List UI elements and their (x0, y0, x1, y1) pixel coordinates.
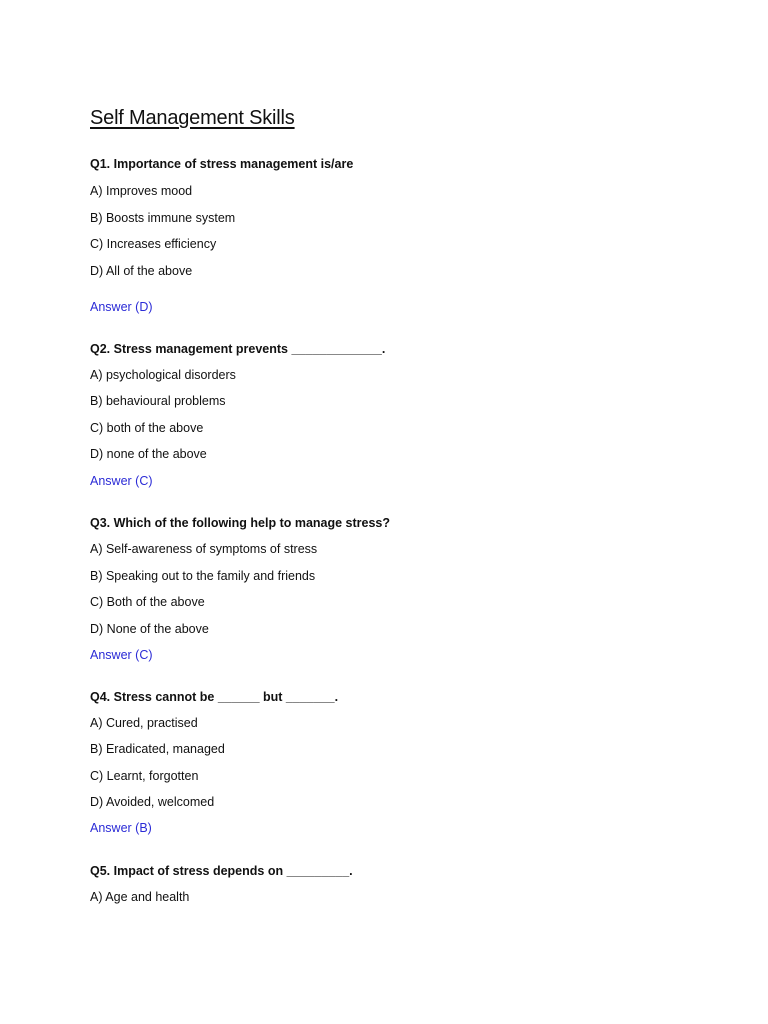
question-text: Q2. Stress management prevents _____________. (90, 342, 386, 356)
option-text: C) both of the above (90, 421, 204, 435)
option-text: B) behavioural problems (90, 394, 226, 408)
option-text: A) Age and health (90, 890, 190, 904)
answer-text: Answer (D) (90, 300, 153, 314)
option-text: C) Learnt, forgotten (90, 769, 199, 783)
answer-text: Answer (C) (90, 474, 153, 488)
question-text: Q3. Which of the following help to manage stress? (90, 516, 391, 530)
page-title: Self Management Skills (90, 107, 295, 129)
option-text: D) Avoided, welcomed (90, 795, 215, 809)
question-text: Q4. Stress cannot be ______ but _______. (90, 690, 339, 704)
option-text: B) Speaking out to the family and friends (90, 569, 316, 583)
option-text: D) None of the above (90, 622, 209, 636)
answer-text: Answer (C) (90, 648, 153, 662)
option-text: C) Both of the above (90, 595, 205, 609)
question-text: Q1. Importance of stress management is/are (90, 157, 354, 171)
option-text: A) Improves mood (90, 184, 193, 198)
option-text: C) Increases efficiency (90, 237, 217, 251)
option-text: B) Eradicated, managed (90, 742, 225, 756)
question-text: Q5. Impact of stress depends on _________. (90, 864, 353, 878)
option-text: D) none of the above (90, 447, 207, 461)
option-text: A) psychological disorders (90, 368, 236, 382)
answer-text: Answer (B) (90, 821, 152, 835)
option-text: D) All of the above (90, 264, 193, 278)
option-text: A) Cured, practised (90, 716, 198, 730)
option-text: A) Self-awareness of symptoms of stress (90, 542, 318, 556)
option-text: B) Boosts immune system (90, 211, 236, 225)
